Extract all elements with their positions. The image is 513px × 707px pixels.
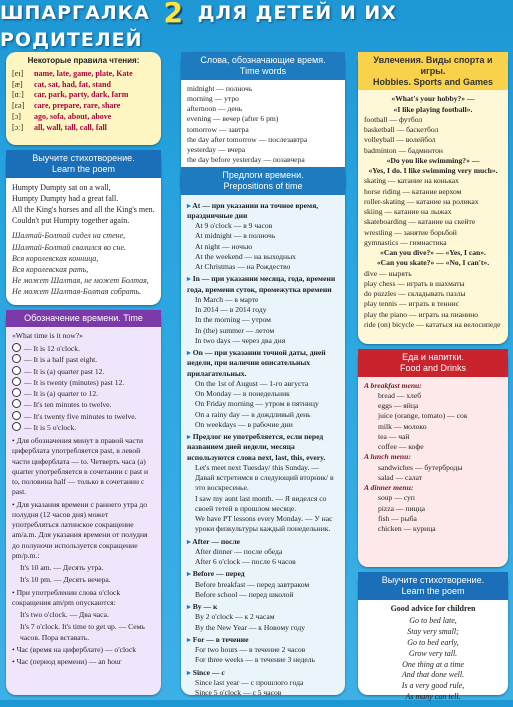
- time-word-item: tomorrow — завтра: [187, 124, 249, 134]
- food-item: juice (orange, tomato) — сок: [378, 411, 468, 421]
- title-number: 2: [163, 0, 184, 29]
- preposition-item: On a rainy day — в дождливый день: [195, 409, 311, 419]
- hobby-question-2: «Do you like swimming?» —: [386, 155, 480, 165]
- reading-rule-line: [6, 80, 161, 91]
- breakfast-list: [364, 391, 502, 453]
- time-clock-text: — It's twenty five minutes to twelve.: [24, 411, 137, 421]
- food-heading-en: Food and Drinks: [399, 362, 467, 373]
- food-item: pizza — пицца: [378, 503, 426, 513]
- poem-line-en: Humpty Dumpty sat on a wall,: [12, 182, 111, 192]
- time-clock-line: [12, 343, 155, 354]
- time-words-heading: [181, 52, 345, 80]
- dinner-list: [364, 493, 502, 534]
- reading-rule-line: [6, 101, 161, 112]
- time-word-item: afternoon — день: [187, 104, 243, 114]
- poem-advice-heading-en: Learn the poem: [401, 585, 465, 596]
- poem-humpty-heading-ru: Выучите стихотворение.: [32, 153, 135, 163]
- food-item: soup — суп: [378, 493, 415, 503]
- hobbies-heading-ru: Увлечения. Виды спорта и игры.: [373, 55, 493, 76]
- preposition-item: After 6 o'clock — после 6 часов: [195, 557, 296, 567]
- preposition-item: At 9 o'clock — в 9 часов: [195, 221, 273, 231]
- poem-advice-line: Go to bed early,: [407, 637, 459, 647]
- time-panel: [6, 310, 161, 695]
- prepositions-panel: [181, 167, 345, 698]
- poem-advice-line: As many can tell.: [405, 691, 461, 701]
- clock-icon: [12, 366, 21, 375]
- preposition-item: On Monday — в понедельник: [195, 389, 290, 399]
- food-item: eggs — яйца: [378, 401, 419, 411]
- prepositions-list: [181, 195, 345, 703]
- rule-words: name, late, game, plate, Kate: [34, 68, 133, 78]
- prepositions-heading-en: Prepositions of time: [223, 180, 303, 191]
- hobby-question-1: «What's your hobby?» —: [391, 94, 475, 104]
- preposition-item: In 2014 — в 2014 году: [195, 305, 267, 315]
- preposition-item: On the 1st of August — 1-го августа: [195, 378, 309, 388]
- poem-humpty-heading: [6, 150, 161, 178]
- preposition-item: For two hours — в течение 2 часов: [195, 645, 306, 655]
- time-notes: [12, 436, 155, 667]
- hobby-answer-1: «I like playing football».: [393, 104, 473, 114]
- food-heading-ru: Еда и напитки.: [402, 352, 464, 362]
- preposition-item: ▸ Since — с: [187, 668, 339, 678]
- phonetic-symbol: [eɪ]: [12, 68, 24, 78]
- sport-item: play tennis — играть в теннис: [364, 299, 460, 309]
- poem-advice-lines: [364, 616, 502, 702]
- time-clock-text: — It is 12 o'clock.: [24, 344, 80, 354]
- preposition-item: In (the) summer — летом: [195, 325, 275, 335]
- food-heading: [358, 349, 508, 377]
- time-words-heading-ru: Слова, обозначающие время.: [200, 55, 326, 65]
- prepositions-heading-ru: Предлоги времени.: [222, 170, 304, 180]
- poem-line-ru: Шалтай-Болтай свалился во сне.: [12, 242, 127, 252]
- time-word-item: the day before yesterday — позавчера: [187, 155, 305, 165]
- title-right: ДЛЯ ДЕТЕЙ И ИХ РОДИТЕЛЕЙ: [0, 1, 397, 51]
- time-question: «What time is it now?»: [12, 330, 83, 340]
- preposition-item: After dinner — после обеда: [195, 546, 283, 556]
- preposition-item: At the weekend — на выходных: [195, 251, 296, 261]
- time-clock-text: — It is twenty (minutes) past 12.: [24, 377, 125, 387]
- preposition-item: ▸ Предлог не употребляется, если перед названием дней недели, месяца используются слова next, last, this, every.: [187, 432, 339, 463]
- food-item: sandwiches — бутерброды: [378, 462, 463, 472]
- time-note: • Час (время на циферблате) — o'clock: [12, 645, 155, 655]
- poem-advice-heading-ru: Выучите стихотворение.: [381, 575, 485, 585]
- preposition-item: ▸ In — при указании месяца, года, времени года, времени суток, промежутка времени: [187, 274, 339, 295]
- poem-humpty-en: [12, 182, 155, 227]
- phonetic-symbol: [æ]: [12, 79, 23, 89]
- time-clock-text: — It's ten minutes to twelve.: [24, 400, 112, 410]
- poem-advice-line: One thing at a time: [402, 659, 464, 669]
- lunch-menu-label: A lunch menu:: [364, 452, 411, 462]
- food-item: salad — салат: [378, 472, 423, 482]
- food-item: tea — чай: [378, 431, 410, 441]
- time-note: It's 10 am. — Десять утра.: [20, 563, 104, 573]
- poem-advice-title: Good advice for children: [390, 603, 476, 613]
- time-clock-text: — It is 5 o'clock.: [24, 422, 77, 432]
- preposition-item: ▸ On — при указании точной даты, дней недели, при наличии описательных прилагательных.: [187, 348, 339, 379]
- preposition-item: Since 5 o'clock — с 5 часов: [195, 688, 282, 698]
- rule-words: care, prepare, rare, share: [34, 101, 121, 111]
- preposition-item: ▸ At — при указании на точное время, праздничные дни: [187, 201, 339, 222]
- sport-item: football — футбол: [364, 114, 423, 124]
- time-words-heading-en: Time words: [239, 65, 287, 76]
- sport-item: do puzzles — складывать пазлы: [364, 289, 466, 299]
- time-word-item: midnight — полночь: [187, 83, 253, 93]
- poem-line-en: Humpty Dumpty had a great fall.: [12, 193, 119, 203]
- preposition-item: At Christmas — на Рождество: [195, 262, 291, 272]
- lunch-list: [364, 463, 502, 484]
- reading-rule-line: [6, 112, 161, 123]
- clock-icon: [12, 388, 21, 397]
- clock-icon: [12, 354, 21, 363]
- reading-rule-line: [6, 69, 161, 80]
- poem-line-en: All the King's horses and all the King's men.: [12, 204, 155, 214]
- preposition-item: I saw my aunt last month. — Я виделся со своей тетей в прошлом месяце.: [195, 493, 327, 513]
- preposition-item: Let's meet next Tuesday/ this Sunday. — Давай встретимся в следующий вторник/ в это воскресенье.: [195, 462, 334, 493]
- time-note: • Час (период времени) — an hour: [12, 657, 155, 667]
- rule-words: cat, sat, had, fat, stand: [34, 79, 111, 89]
- sport-item: gymnastics — гимнастика: [364, 237, 447, 247]
- preposition-item: At night — ночью: [195, 241, 253, 251]
- title-left: ШПАРГАЛКА: [0, 1, 150, 24]
- poem-line-ru: Не может Шалтая-Болтая собрать.: [12, 287, 142, 297]
- sport-item: horse riding — катание верхом: [364, 186, 462, 196]
- poem-line-ru: Вся королевская рать,: [12, 264, 89, 274]
- clock-icon: [12, 377, 21, 386]
- preposition-item: Before school — перед школой: [195, 589, 294, 599]
- food-item: milk — молоко: [378, 421, 427, 431]
- poem-advice-line: Stay very small;: [407, 627, 459, 637]
- time-word-item: yesterday — вчера: [187, 145, 246, 155]
- rule-words: car, park, party, dark, farm: [34, 90, 129, 100]
- hobbies-panel: [358, 52, 508, 344]
- poem-advice-line: Go to bed late,: [409, 616, 457, 626]
- reading-rule-line: [6, 90, 161, 101]
- sports-list-1: [364, 115, 502, 156]
- food-panel: [358, 349, 508, 567]
- clock-icon: [12, 399, 21, 408]
- time-note: It's two o'clock. — Два часа.: [20, 610, 109, 620]
- poem-humpty-ru: [12, 230, 155, 297]
- sport-item: volleyball — волейбол: [364, 135, 436, 145]
- time-heading: Обозначение времени. Time: [6, 310, 161, 327]
- sport-item: skateboarding — катание на скейте: [364, 217, 476, 227]
- poem-humpty-heading-en: Learn the poem: [51, 163, 116, 174]
- poem-advice-line: And that done well.: [401, 670, 465, 680]
- time-clock-text: — It is a half past eight.: [24, 355, 98, 365]
- time-note: • При употреблении слова o'clock сокращения am/pm опускаются:: [12, 588, 155, 609]
- sport-item: roller-skating — катание на роликах: [364, 196, 479, 206]
- sport-item: badminton — бадминтон: [364, 145, 443, 155]
- sport-item: basketball — баскетбол: [364, 125, 439, 135]
- poem-humpty-panel: [6, 150, 161, 305]
- food-item: chicken — курица: [378, 524, 436, 534]
- phonetic-symbol: [ɑː]: [12, 90, 24, 100]
- food-item: coffee — кофе: [378, 442, 424, 452]
- time-clock-line: [12, 366, 155, 377]
- time-clock-line: [12, 377, 155, 388]
- clock-icon: [12, 411, 21, 420]
- reading-rules-list: [6, 69, 161, 134]
- poem-line-ru: Вся королевская конница,: [12, 253, 99, 263]
- preposition-item: By the New Year — к Новому году: [195, 622, 305, 632]
- page-title-bar: [0, 0, 513, 51]
- preposition-item: ▸ By — к: [187, 602, 339, 612]
- preposition-item: On Friday morning — утром в пятницу: [195, 399, 319, 409]
- preposition-item: ▸ Before — перед: [187, 569, 339, 579]
- breakfast-menu-label: A breakfast menu:: [364, 380, 422, 390]
- preposition-item: In March — в марте: [195, 294, 259, 304]
- poem-advice-heading: [358, 572, 508, 600]
- clock-icon: [12, 343, 21, 352]
- preposition-item: In two days — через два дня: [195, 335, 286, 345]
- hobby-question-4: «Can you skate?» — «No, I can't».: [376, 258, 490, 268]
- phonetic-symbol: [ɔː]: [12, 122, 24, 132]
- poem-line-en: Couldn't put Humpty together again.: [12, 216, 130, 226]
- sport-item: skiing — катание на лыжах: [364, 207, 452, 217]
- time-note: It's 7 o'clock. It's time to get up. — Семь часов. Пора вставать.: [20, 622, 145, 642]
- dinner-menu-label: A dinner menu:: [364, 483, 414, 493]
- time-word-item: morning — утро: [187, 93, 239, 103]
- sport-item: dive — нырять: [364, 268, 412, 278]
- rule-words: ago, sofa, about, above: [34, 111, 112, 121]
- time-words-list: [181, 80, 345, 170]
- poem-advice-line: Is a very good rule,: [401, 681, 465, 691]
- sport-item: play chess — играть в шахматы: [364, 278, 465, 288]
- sport-item: ride (on) bicycle — кататься на велосипеде: [364, 319, 501, 329]
- time-clock-text: — It is (a) quarter past 12.: [24, 366, 105, 376]
- preposition-item: At midnight — в полночь: [195, 231, 276, 241]
- reading-rules-heading: Некоторые правила чтения:: [27, 56, 140, 65]
- poem-advice-line: Grow very tall.: [408, 648, 458, 658]
- preposition-item: ▸ After — после: [187, 537, 339, 547]
- time-clock-line: [12, 388, 155, 399]
- hobby-question-3: «Can you dive?» — «Yes, I can».: [380, 248, 486, 258]
- hobbies-heading: [358, 52, 508, 90]
- time-word-item: the day after tomorrow — послезавтра: [187, 134, 308, 144]
- rule-words: all, wall, tall, call, fall: [34, 122, 107, 132]
- time-clock-line: [12, 422, 155, 433]
- phonetic-symbol: [ɔ]: [12, 111, 21, 121]
- time-note: It's 10 pm. — Десять вечера.: [20, 575, 111, 585]
- preposition-item: On weekdays — в рабочие дни: [195, 419, 293, 429]
- phonetic-symbol: [ɛə]: [12, 101, 25, 111]
- poem-line-ru: Шалтай-Болтай сидел на стене,: [12, 231, 126, 241]
- poem-advice-panel: [358, 572, 508, 701]
- reading-rule-line: [6, 123, 161, 134]
- sport-item: play the piano — играть на пианино: [364, 309, 479, 319]
- page-title: [0, 0, 513, 51]
- preposition-item: In the morning — утром: [195, 315, 271, 325]
- sport-item: wrestling — занятие борьбой: [364, 227, 457, 237]
- preposition-item: We have PT lessons every Monday. — У нас уроки физкультуры каждый понедельник.: [195, 514, 333, 534]
- food-item: fish — рыба: [378, 513, 417, 523]
- time-note: • Для обозначения минут в правой части циферблата употребляется past, в левой части циферблата — to. Четверть часа (a) quarter употребляется в сочетании с past и to, половина half — только в сочетании с past.: [12, 436, 155, 498]
- time-word-item: evening — вечер (after 6 pm): [187, 114, 279, 124]
- time-clock-line: [12, 399, 155, 410]
- preposition-item: ▸ For — в течение: [187, 635, 339, 645]
- clock-icon: [12, 422, 21, 431]
- time-clock-list: [12, 343, 155, 433]
- reading-rules-panel: [6, 52, 161, 145]
- time-clock-line: [12, 354, 155, 365]
- sports-list-3: [364, 269, 502, 331]
- hobby-answer-2: «Yes, I do. I like swimming very much».: [368, 166, 498, 176]
- hobbies-heading-en: Hobbies. Sports and Games: [372, 76, 494, 87]
- time-clock-text: — It is (a) quarter to 12.: [24, 389, 99, 399]
- prepositions-heading: [181, 167, 345, 195]
- food-item: bread — хлеб: [378, 390, 422, 400]
- time-note: • Для указания времени с раннего утра до полудня (12 часов дня) может употребляться латинское сокращение am/a.m. Для указания времени от полудня до полуночи используется сокращение pm/p.m.:: [12, 500, 155, 562]
- preposition-item: Before breakfast — перед завтраком: [195, 579, 310, 589]
- preposition-item: By 2 o'clock — к 2 часам: [195, 612, 275, 622]
- time-clock-line: [12, 411, 155, 422]
- preposition-item: Since last year — с прошлого года: [195, 677, 304, 687]
- preposition-item: For three weeks — в течение 3 недель: [195, 655, 315, 665]
- sport-item: skating — катание на коньках: [364, 176, 459, 186]
- poem-line-ru: Не может Шалтая, не может Болтая,: [12, 276, 149, 286]
- sports-list-2: [364, 176, 502, 248]
